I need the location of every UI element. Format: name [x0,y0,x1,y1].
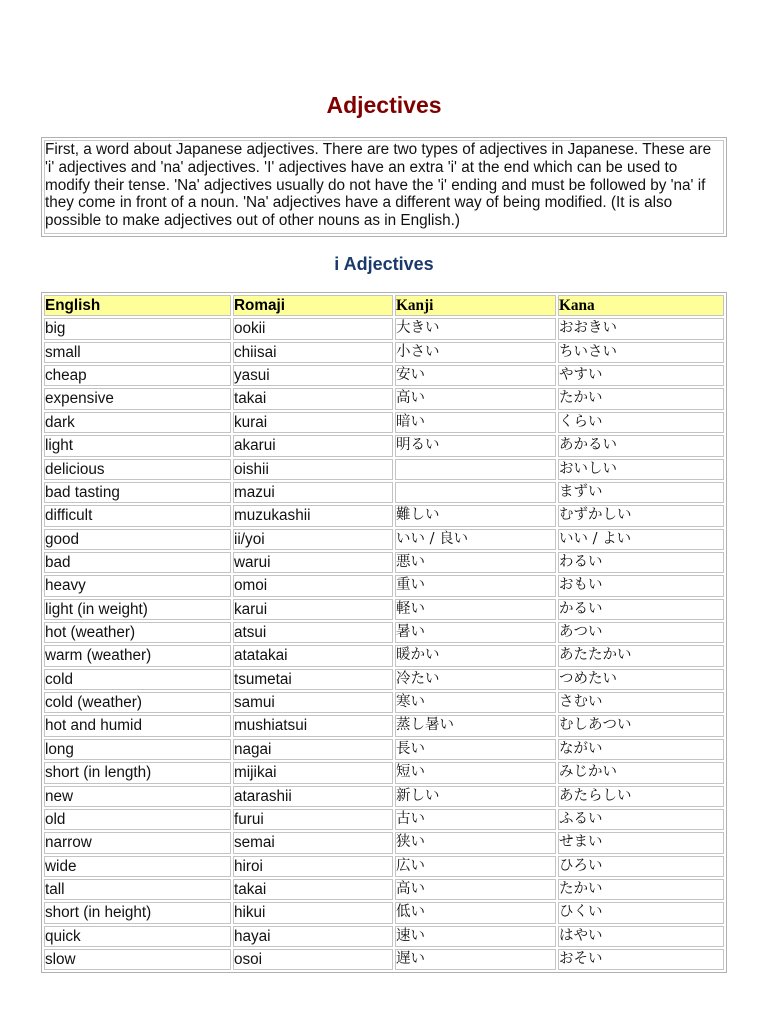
table-row [44,622,724,643]
table-header-row [44,295,724,316]
cell-kanji: 暑い [395,622,556,643]
cell-english: hot and humid [44,715,231,736]
cell-kanji: 暗い [395,412,556,433]
cell-kanji: 大きい [395,318,556,339]
cell-kana: あつい [558,622,724,643]
cell-kana: かるい [558,599,724,620]
cell-romaji: osoi [233,949,393,970]
cell-romaji: akarui [233,435,393,456]
table-row [44,762,724,783]
cell-kanji: 広い [395,856,556,877]
cell-english: bad [44,552,231,573]
column-header-kana: Kana [558,295,724,316]
cell-kanji: 寒い [395,692,556,713]
table-row [44,365,724,386]
cell-kanji [395,459,556,480]
cell-kana: ひくい [558,902,724,923]
cell-english: quick [44,926,231,947]
table-row [44,388,724,409]
cell-kana: おおきい [558,318,724,339]
column-header-kanji: Kanji [395,295,556,316]
cell-kanji: 安い [395,365,556,386]
cell-romaji: tsumetai [233,669,393,690]
cell-kana: ふるい [558,809,724,830]
cell-kanji: 蒸し暑い [395,715,556,736]
cell-kana: ながい [558,739,724,760]
cell-romaji: atarashii [233,786,393,807]
cell-kana: たかい [558,388,724,409]
table-row [44,529,724,550]
cell-kanji: 暖かい [395,645,556,666]
cell-kana: まずい [558,482,724,503]
cell-english: dark [44,412,231,433]
column-header-english: English [44,295,231,316]
cell-romaji: nagai [233,739,393,760]
cell-romaji: atsui [233,622,393,643]
cell-romaji: yasui [233,365,393,386]
cell-romaji: warui [233,552,393,573]
cell-english: short (in height) [44,902,231,923]
cell-kana: いい / よい [558,529,724,550]
table-row [44,809,724,830]
cell-kanji: 狭い [395,832,556,853]
cell-romaji: chiisai [233,342,393,363]
cell-kanji: 遅い [395,949,556,970]
table-row [44,412,724,433]
table-row [44,926,724,947]
cell-kana: ちいさい [558,342,724,363]
table-row [44,575,724,596]
cell-kana: おいしい [558,459,724,480]
table-row [44,902,724,923]
cell-romaji: ii/yoi [233,529,393,550]
cell-romaji: hikui [233,902,393,923]
table-row [44,505,724,526]
cell-romaji: oishii [233,459,393,480]
cell-kana: おそい [558,949,724,970]
cell-kana: ひろい [558,856,724,877]
table-row [44,879,724,900]
cell-romaji: mijikai [233,762,393,783]
cell-english: narrow [44,832,231,853]
adjective-table [41,292,727,973]
cell-romaji: samui [233,692,393,713]
cell-kana: やすい [558,365,724,386]
cell-english: bad tasting [44,482,231,503]
cell-kana: みじかい [558,762,724,783]
cell-romaji: semai [233,832,393,853]
cell-romaji: furui [233,809,393,830]
cell-english: cold (weather) [44,692,231,713]
table-row [44,715,724,736]
cell-kana: わるい [558,552,724,573]
cell-romaji: kurai [233,412,393,433]
cell-romaji: karui [233,599,393,620]
cell-english: delicious [44,459,231,480]
cell-english: light [44,435,231,456]
cell-romaji: hayai [233,926,393,947]
cell-kanji: 悪い [395,552,556,573]
cell-kana: あたらしい [558,786,724,807]
table-row [44,786,724,807]
cell-english: cold [44,669,231,690]
table-row [44,645,724,666]
cell-english: expensive [44,388,231,409]
cell-kana: あかるい [558,435,724,456]
cell-kana: くらい [558,412,724,433]
table-row [44,669,724,690]
cell-kana: せまい [558,832,724,853]
cell-english: difficult [44,505,231,526]
cell-kanji: 長い [395,739,556,760]
cell-romaji: mazui [233,482,393,503]
cell-english: light (in weight) [44,599,231,620]
cell-english: short (in length) [44,762,231,783]
cell-kana: はやい [558,926,724,947]
cell-romaji: takai [233,879,393,900]
cell-kana: つめたい [558,669,724,690]
cell-kanji [395,482,556,503]
cell-english: good [44,529,231,550]
cell-kana: おもい [558,575,724,596]
table-row [44,435,724,456]
table-row [44,482,724,503]
table-row [44,552,724,573]
cell-english: heavy [44,575,231,596]
column-header-romaji: Romaji [233,295,393,316]
cell-kana: たかい [558,879,724,900]
cell-romaji: takai [233,388,393,409]
cell-kanji: 速い [395,926,556,947]
cell-english: big [44,318,231,339]
section-heading: i Adjectives [334,254,434,274]
intro-box [41,137,727,237]
table-row [44,692,724,713]
table-row [44,832,724,853]
intro-text: First, a word about Japanese adjectives. There are two types of adjectives in Japanese. These are 'i' adjectives and 'na' adjectives. 'I' adjectives have an extra 'i' at the end which can be used to modify their tense. 'Na' adjectives usually do not have the 'i' ending and must be followed by 'na' if they come in front of a noun. 'Na' adjectives have a different way of being modified. (It is also possible to make adjectives out of other nouns as in English.) [44,140,724,234]
cell-kanji: 小さい [395,342,556,363]
cell-english: new [44,786,231,807]
cell-kanji: いい / 良い [395,529,556,550]
cell-english: long [44,739,231,760]
cell-english: tall [44,879,231,900]
cell-english: hot (weather) [44,622,231,643]
cell-kanji: 難しい [395,505,556,526]
cell-kanji: 高い [395,879,556,900]
table-row [44,342,724,363]
table-row [44,739,724,760]
cell-kana: あたたかい [558,645,724,666]
table-row [44,459,724,480]
cell-kana: むずかしい [558,505,724,526]
cell-english: slow [44,949,231,970]
cell-english: wide [44,856,231,877]
cell-kanji: 古い [395,809,556,830]
table-row [44,856,724,877]
cell-kana: さむい [558,692,724,713]
table-row [44,949,724,970]
table-row [44,599,724,620]
cell-kana: むしあつい [558,715,724,736]
cell-kanji: 軽い [395,599,556,620]
cell-kanji: 短い [395,762,556,783]
cell-english: small [44,342,231,363]
cell-kanji: 明るい [395,435,556,456]
cell-kanji: 冷たい [395,669,556,690]
cell-romaji: omoi [233,575,393,596]
page-title: Adjectives [326,92,442,118]
cell-romaji: atatakai [233,645,393,666]
cell-english: old [44,809,231,830]
cell-kanji: 高い [395,388,556,409]
cell-kanji: 低い [395,902,556,923]
cell-kanji: 新しい [395,786,556,807]
table-row [44,318,724,339]
cell-romaji: muzukashii [233,505,393,526]
cell-kanji: 重い [395,575,556,596]
cell-romaji: hiroi [233,856,393,877]
cell-english: warm (weather) [44,645,231,666]
cell-romaji: mushiatsui [233,715,393,736]
cell-romaji: ookii [233,318,393,339]
cell-english: cheap [44,365,231,386]
